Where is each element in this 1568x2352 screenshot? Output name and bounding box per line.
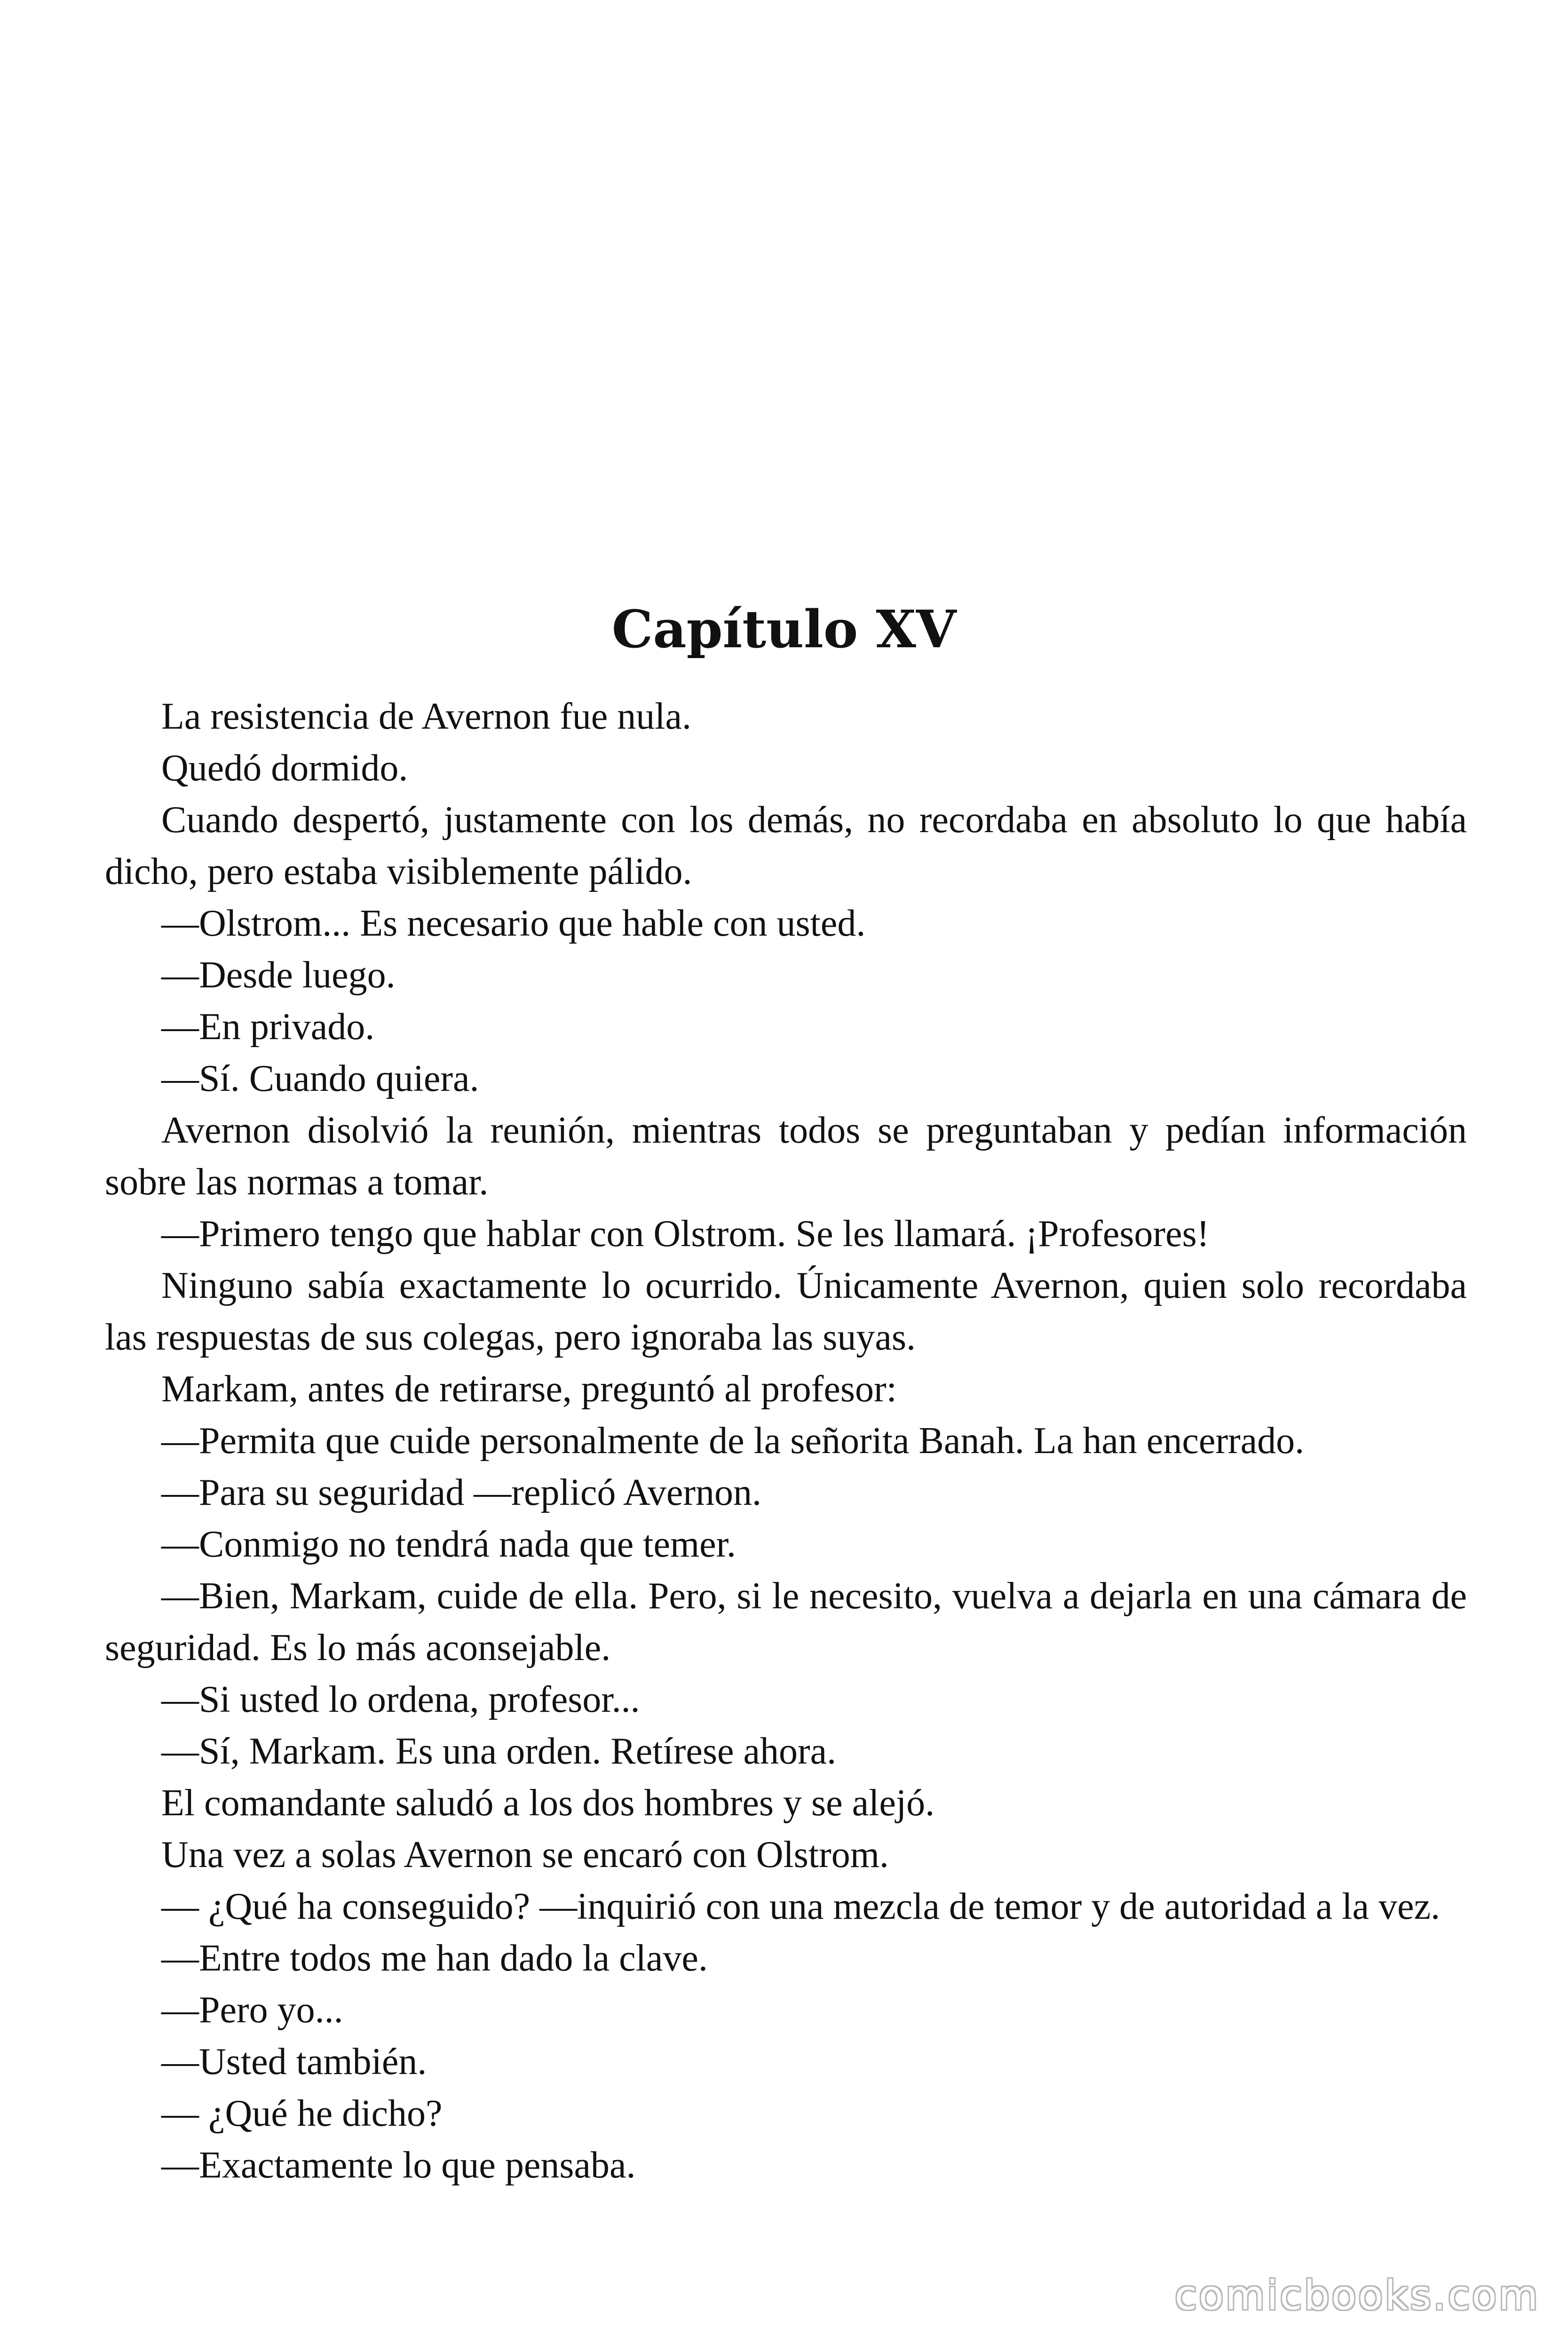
paragraph: —Sí. Cuando quiera. bbox=[161, 1058, 479, 1099]
paragraph: Cuando despertó, justamente con los demás, no recordaba en absoluto lo que había dicho, pero estaba visiblemente pálido. bbox=[105, 799, 1467, 892]
paragraph: —Usted también. bbox=[161, 2041, 427, 2082]
paragraph: — ¿Qué ha conseguido? —inquirió con una mezcla de temor y de autoridad a la vez. bbox=[161, 1886, 1440, 1927]
paragraph: —Si usted lo ordena, profesor... bbox=[161, 1679, 640, 1720]
paragraph: —Primero tengo que hablar con Olstrom. Se les llamará. ¡Profesores! bbox=[161, 1213, 1210, 1255]
paragraph: —En privado. bbox=[161, 1006, 375, 1048]
chapter-body bbox=[105, 691, 1467, 2191]
paragraph: —Permita que cuide personalmente de la señorita Banah. La han encerrado. bbox=[161, 1420, 1305, 1462]
paragraph: — ¿Qué he dicho? bbox=[161, 2093, 443, 2134]
paragraph: Ninguno sabía exactamente lo ocurrido. Únicamente Avernon, quien solo recordaba las respuestas de sus colegas, pero ignoraba las suyas. bbox=[105, 1265, 1467, 1358]
watermark: comicbooks.com bbox=[1174, 2272, 1540, 2319]
paragraph: —Olstrom... Es necesario que hable con usted. bbox=[161, 903, 866, 944]
paragraph: Avernon disolvió la reunión, mientras todos se preguntaban y pedían información sobre las normas a tomar. bbox=[105, 1110, 1467, 1203]
paragraph: —Exactamente lo que pensaba. bbox=[161, 2145, 636, 2186]
paragraph: —Desde luego. bbox=[161, 954, 396, 996]
paragraph: —Pero yo... bbox=[161, 1989, 343, 2031]
paragraph: Quedó dormido. bbox=[161, 747, 408, 789]
paragraph: —Sí, Markam. Es una orden. Retírese ahora. bbox=[161, 1731, 837, 1772]
paragraph: —Entre todos me han dado la clave. bbox=[161, 1938, 708, 1979]
paragraph: La resistencia de Avernon fue nula. bbox=[161, 696, 691, 737]
paragraph: —Bien, Markam, cuide de ella. Pero, si le necesito, vuelva a dejarla en una cámara de seguridad. Es lo más aconsejable. bbox=[105, 1575, 1467, 1669]
paragraph: —Para su seguridad —replicó Avernon. bbox=[161, 1472, 761, 1513]
paragraph: El comandante saludó a los dos hombres y se alejó. bbox=[161, 1782, 935, 1824]
paragraph: Markam, antes de retirarse, preguntó al profesor: bbox=[161, 1368, 897, 1410]
paragraph: Una vez a solas Avernon se encaró con Olstrom. bbox=[161, 1834, 889, 1875]
chapter-title: Capítulo XV bbox=[611, 599, 957, 660]
paragraph: —Conmigo no tendrá nada que temer. bbox=[161, 1524, 736, 1565]
